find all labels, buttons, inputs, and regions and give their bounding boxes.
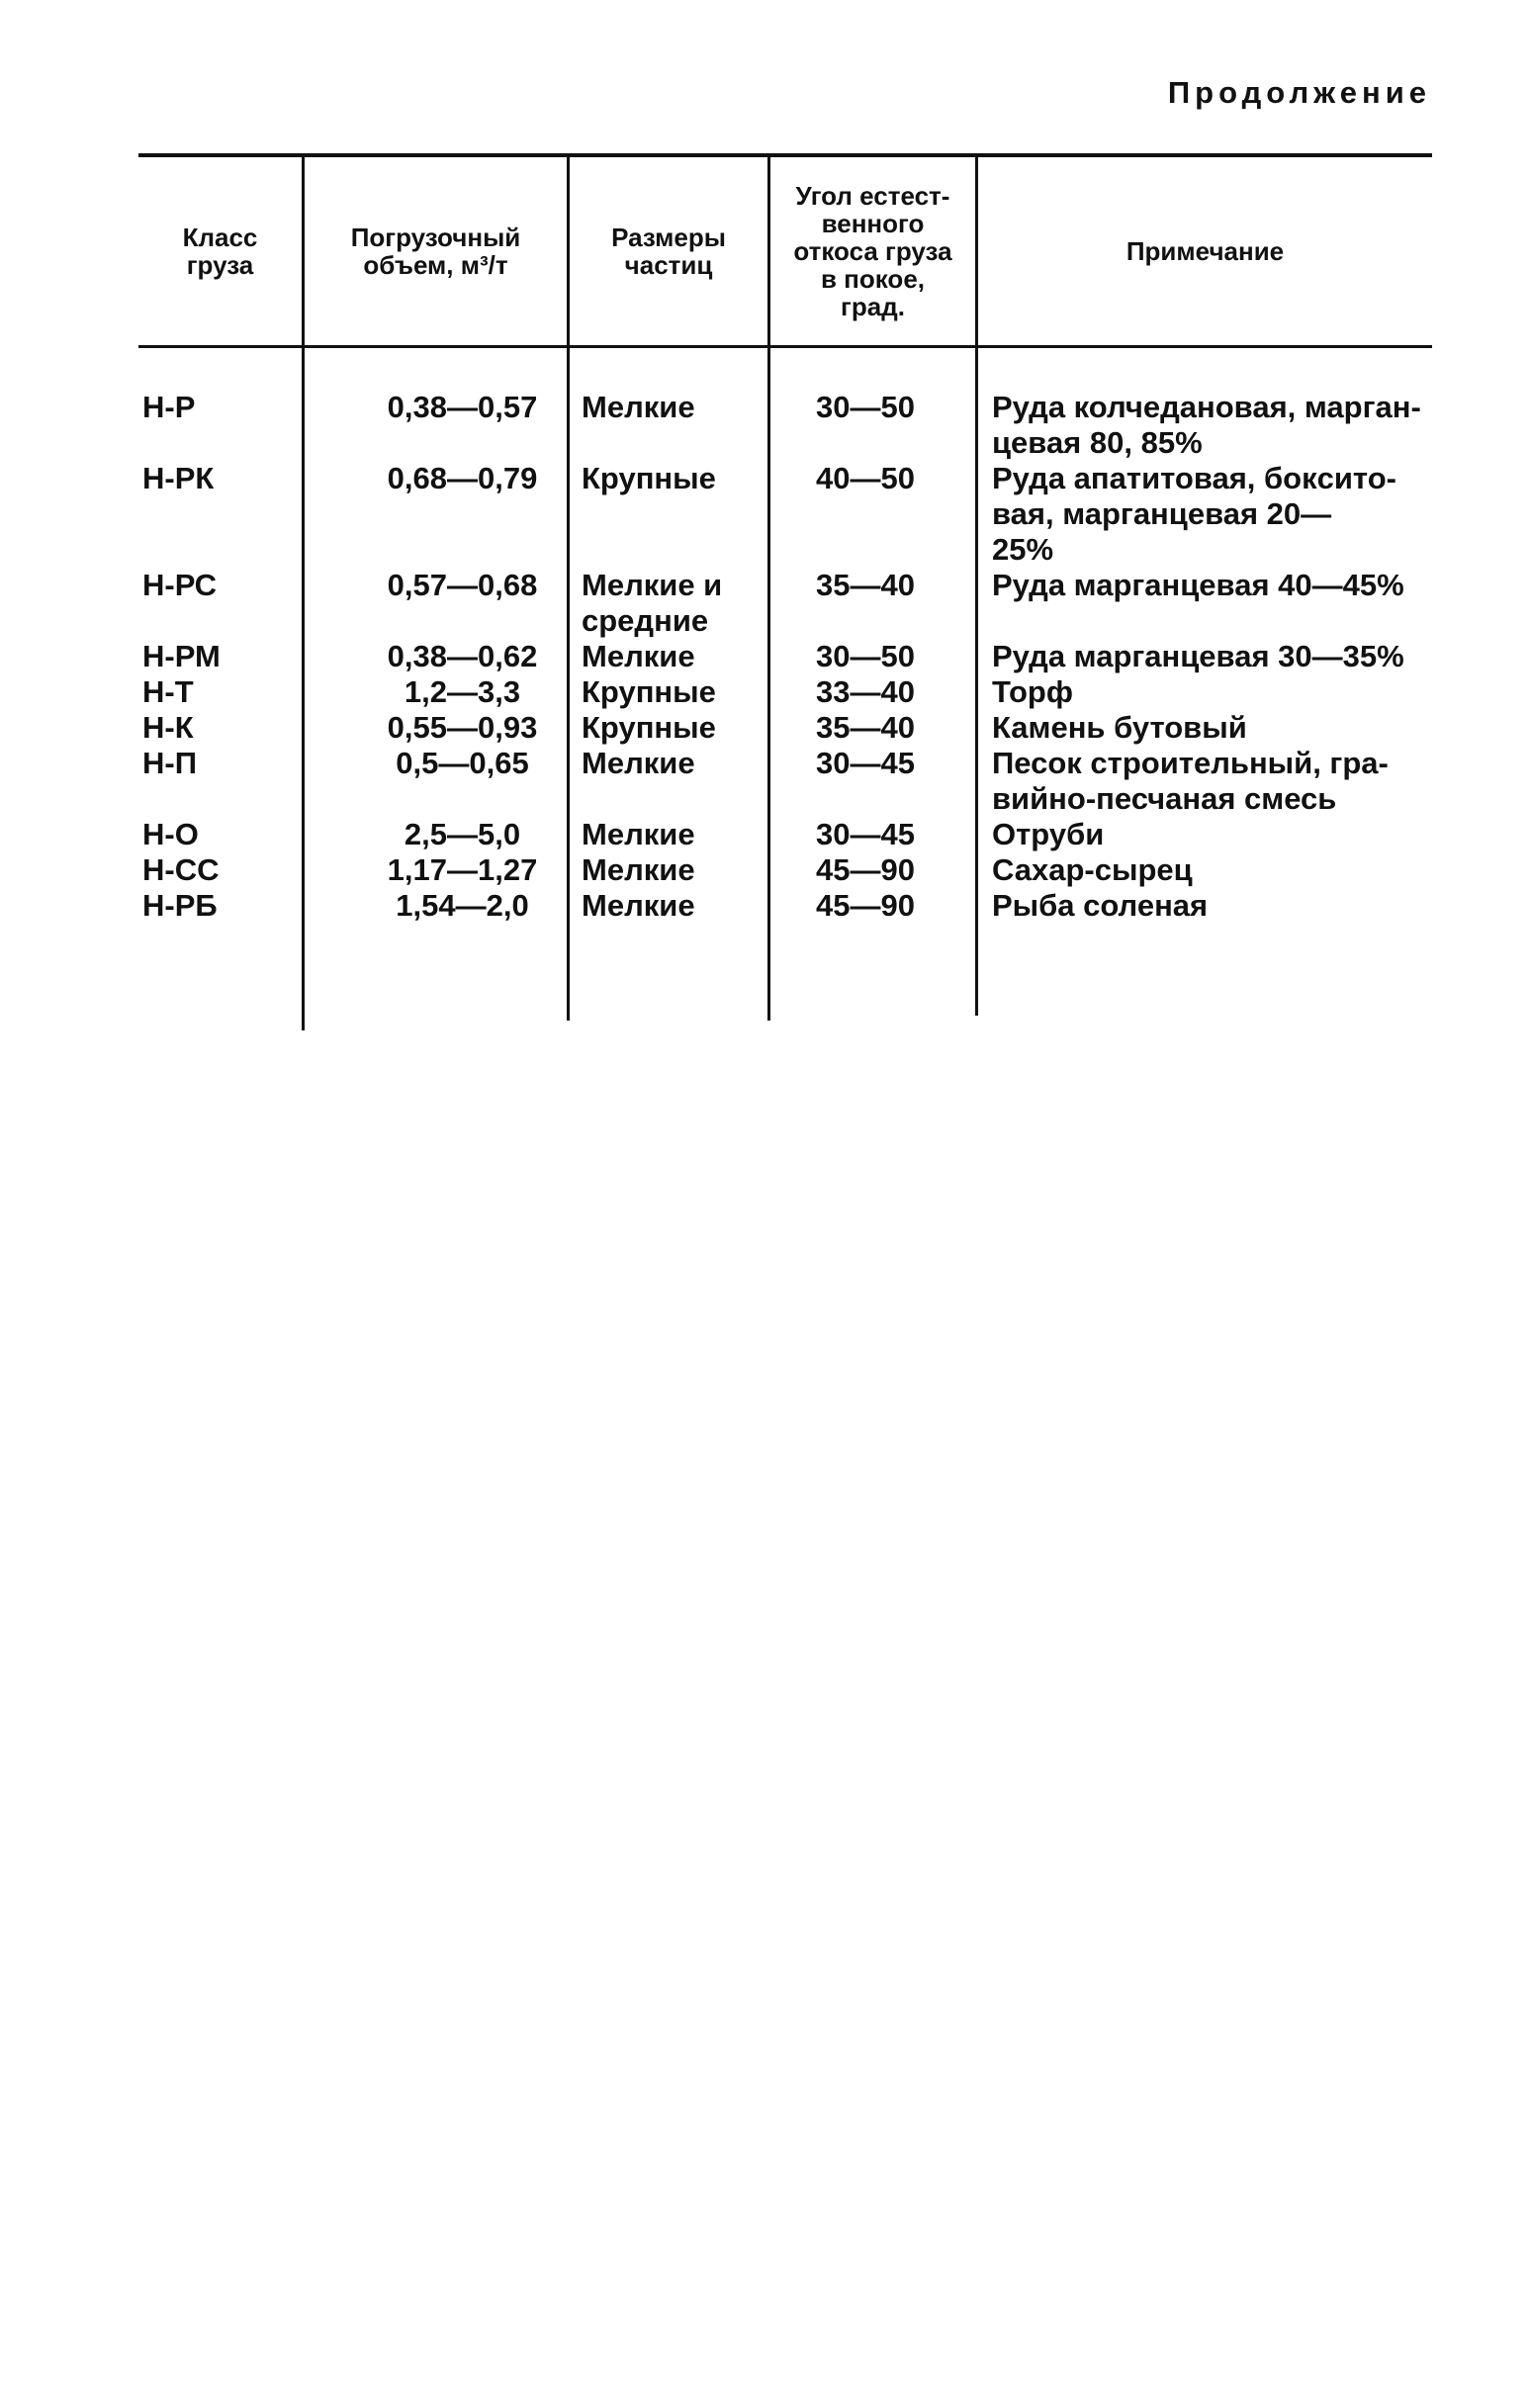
- cell-cargo-class: Н-Р: [142, 390, 196, 424]
- header-repose-angle: Угол естест- венного откоса груза в покое, град.: [793, 181, 952, 321]
- cell-particle-size: Мелкие: [582, 390, 695, 424]
- cell-note: Руда марганцевая 40—45%: [992, 568, 1404, 602]
- cell-loading-volume: 1,2—3,3: [404, 674, 521, 709]
- cell-cargo-class: Н-О: [142, 817, 199, 851]
- cell-repose-angle: 30—45: [816, 817, 915, 851]
- cell-loading-volume: 0,5—0,65: [396, 746, 529, 780]
- cell-note: Руда апатитовая, бокcито- вая, марганцевая 20— 25%: [992, 461, 1396, 567]
- cell-loading-volume: 2,5—5,0: [404, 817, 521, 851]
- cell-loading-volume: 0,68—0,79: [387, 461, 538, 495]
- cell-repose-angle: 33—40: [816, 674, 915, 709]
- cell-note: Песок строительный, гра- вийно-песчаная смесь: [992, 746, 1389, 816]
- header-cargo-class: Класс груза: [182, 223, 258, 280]
- cell-cargo-class: Н-РМ: [142, 639, 221, 673]
- cell-particle-size: Мелкие: [582, 639, 695, 673]
- table-header: [138, 157, 1432, 345]
- cell-loading-volume: 0,55—0,93: [387, 710, 538, 745]
- cell-repose-angle: 30—50: [816, 639, 915, 673]
- column-divider: [975, 348, 978, 1016]
- page-heading: Продолжение: [1167, 75, 1431, 110]
- cell-cargo-class: Н-РБ: [142, 888, 218, 923]
- cell-note: Рыба соленая: [992, 888, 1209, 923]
- cell-particle-size: Мелкие и средние: [582, 568, 723, 638]
- cell-loading-volume: 0,38—0,57: [387, 390, 538, 424]
- table-body: [138, 348, 1432, 1030]
- cell-cargo-class: Н-Т: [142, 674, 194, 709]
- cell-particle-size: Крупные: [582, 710, 716, 745]
- cell-note: Отруби: [992, 817, 1105, 851]
- cell-loading-volume: 0,38—0,62: [387, 639, 538, 673]
- cargo-table: [138, 153, 1432, 1030]
- cell-repose-angle: 30—50: [816, 390, 915, 424]
- cell-repose-angle: 30—45: [816, 746, 915, 780]
- cell-loading-volume: 0,57—0,68: [387, 568, 538, 602]
- cell-note: Руда колчеданoвая, марган- цевая 80, 85%: [992, 390, 1421, 460]
- cell-cargo-class: Н-РС: [142, 568, 218, 602]
- cell-cargo-class: Н-К: [142, 710, 194, 745]
- header-loading-volume: Погрузочный объем, м³/т: [350, 223, 521, 280]
- cell-cargo-class: Н-РК: [142, 461, 215, 495]
- cell-repose-angle: 40—50: [816, 461, 915, 495]
- cell-note: Камень бутовый: [992, 710, 1247, 745]
- cell-repose-angle: 35—40: [816, 710, 915, 745]
- cell-particle-size: Мелкие: [582, 888, 695, 923]
- cell-repose-angle: 35—40: [816, 568, 915, 602]
- cell-cargo-class: Н-П: [142, 746, 197, 780]
- cell-note: Руда марганцевая 30—35%: [992, 639, 1404, 673]
- cell-note: Торф: [992, 674, 1073, 709]
- cell-repose-angle: 45—90: [816, 888, 915, 923]
- cell-particle-size: Мелкие: [582, 817, 695, 851]
- cell-particle-size: Крупные: [582, 674, 716, 709]
- cell-particle-size: Крупные: [582, 461, 716, 495]
- cell-loading-volume: 1,17—1,27: [387, 852, 538, 887]
- cell-cargo-class: Н-СС: [142, 852, 220, 887]
- cell-loading-volume: 1,54—2,0: [396, 888, 529, 923]
- header-note: Примечание: [1125, 236, 1285, 266]
- cell-repose-angle: 45—90: [816, 852, 915, 887]
- cell-note: Сахар-сырец: [992, 852, 1193, 887]
- header-particle-size: Размеры частиц: [611, 223, 726, 280]
- cell-particle-size: Мелкие: [582, 746, 695, 780]
- column-divider: [302, 348, 305, 1030]
- cell-particle-size: Мелкие: [582, 852, 695, 887]
- column-divider: [767, 348, 770, 1021]
